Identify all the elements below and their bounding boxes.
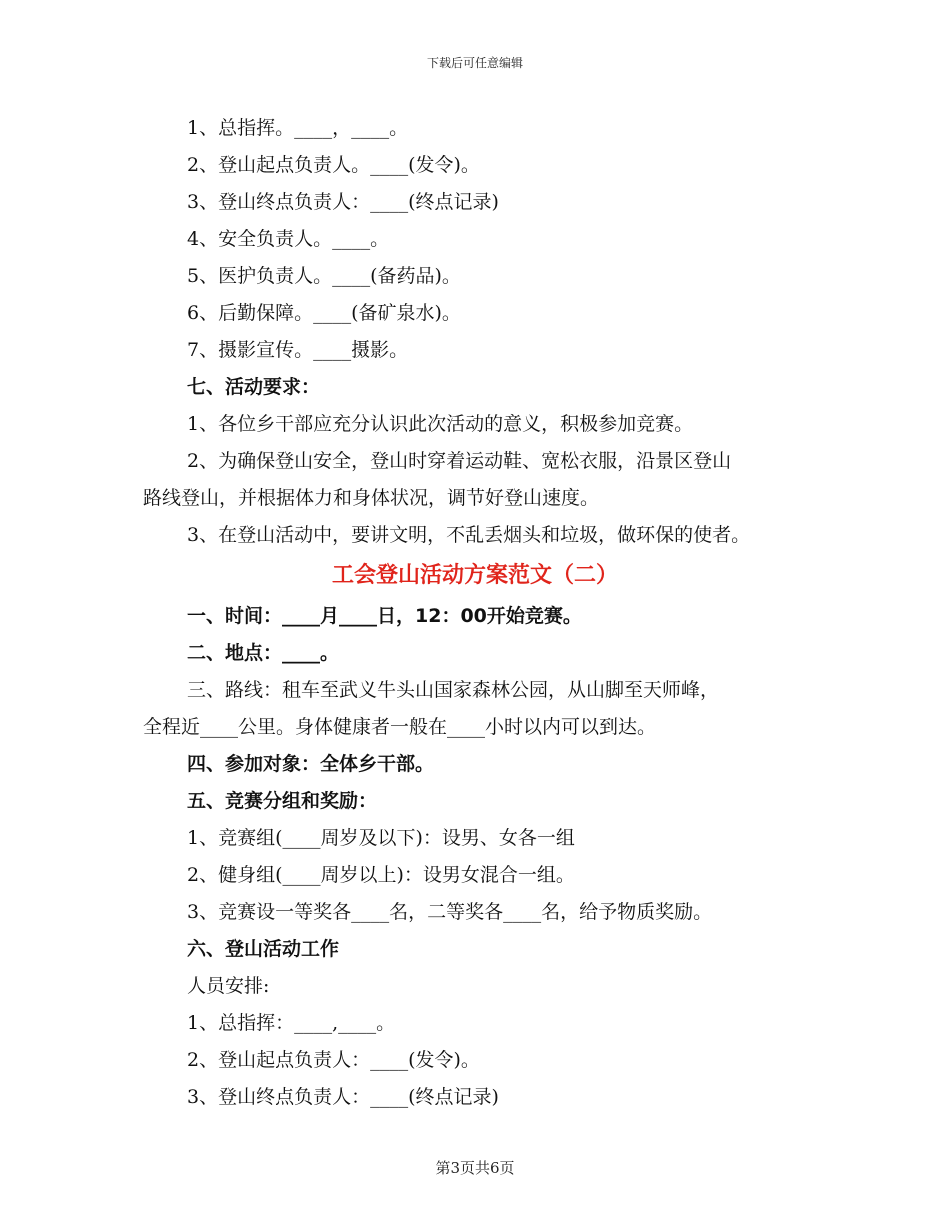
text-line: 4、安全负责人。____。 [187,228,390,250]
text-line: 6、后勤保障。____(备矿泉水)。 [187,302,461,324]
text-line: 3、登山终点负责人：____(终点记录) [187,191,499,213]
section-heading: 四、参加对象：全体乡干部。 [187,753,435,775]
page-footer: 第3页共6页 [435,1159,515,1177]
text-line: 人员安排: [187,975,270,997]
text-line: 2、为确保登山安全，登山时穿着运动鞋、宽松衣服，沿景区登山 [187,450,732,472]
text-line: 1、各位乡干部应充分认识此次活动的意义，积极参加竞赛。 [187,413,694,435]
text-line: 2、登山起点负责人：____(发令)。 [187,1049,480,1071]
document-title: 工会登山活动方案范文（二） [331,563,618,588]
text-line: 3、登山终点负责人：____(终点记录) [187,1086,499,1108]
text-line: 路线登山，并根据体力和身体状况，调节好登山速度。 [143,487,600,509]
text-line: 三、路线：租车至武义牛头山国家森林公园，从山脚至天师峰， [187,679,720,701]
section-heading: 七、活动要求： [187,376,321,398]
text-line: 2、健身组(____周岁以上)：设男女混合一组。 [187,864,575,886]
text-line: 7、摄影宣传。____摄影。 [187,339,409,361]
text-line: 1、总指挥。____，____。 [187,117,409,139]
text-line: 2、登山起点负责人。____(发令)。 [187,154,480,176]
section-heading: 二、地点：____。 [187,642,340,664]
section-heading: 一、时间：____月____日，12：00开始竞赛。 [187,605,582,627]
text-line: 5、医护负责人。____(备药品)。 [187,265,461,287]
section-heading: 五、竞赛分组和奖励： [187,790,378,812]
text-line: 3、在登山活动中，要讲文明，不乱丢烟头和垃圾，做环保的使者。 [187,524,751,546]
text-line: 3、竞赛设一等奖各____名，二等奖各____名，给予物质奖励。 [187,901,713,923]
page-header: 下载后可任意编辑 [426,56,523,70]
text-line: 1、竞赛组(____周岁及以下)：设男、女各一组 [187,827,575,849]
text-line: 1、总指挥：____,____。 [187,1012,396,1034]
section-heading: 六、登山活动工作 [187,938,340,960]
text-line: 全程近____公里。身体健康者一般在____小时以内可以到达。 [143,716,657,738]
